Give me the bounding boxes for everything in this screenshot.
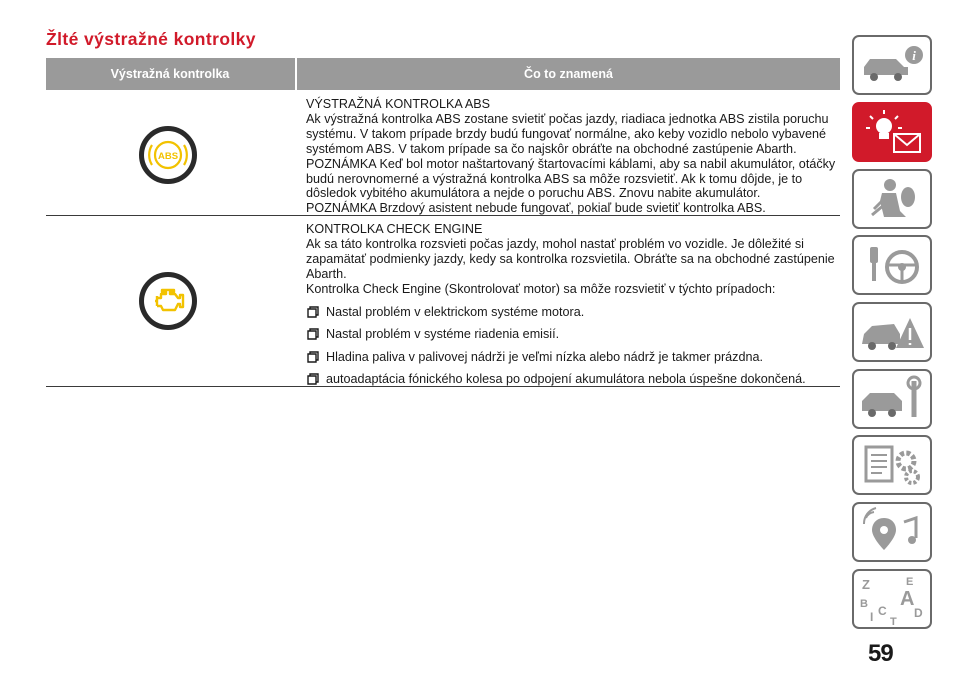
svg-text:E: E	[906, 576, 914, 588]
svg-text:T: T	[890, 616, 897, 627]
svg-text:C: C	[878, 604, 887, 618]
tab-car-info[interactable]	[852, 35, 932, 95]
checkbox-bullet-icon	[307, 306, 319, 318]
page-title: Žlté výstražné kontrolky	[46, 29, 256, 49]
tab-specifications[interactable]	[852, 435, 932, 495]
list-item: autoadaptácia fónického kolesa po odpojení akumulátora nebola úspešne dokončená.	[306, 368, 836, 391]
svg-text:I: I	[870, 610, 874, 624]
svg-text:D: D	[914, 606, 923, 620]
tab-starting-driving[interactable]	[852, 235, 932, 295]
warning-light-message-icon	[854, 104, 930, 160]
specifications-gears-icon	[854, 437, 930, 493]
list-item: Nastal problém v systéme riadenia emisií.	[306, 323, 836, 346]
car-service-wrench-icon	[854, 371, 930, 427]
seat-airbag-icon	[854, 171, 930, 227]
text-line: Kontrolka Check Engine (Skontrolovať motor) sa môže rozsvietiť v týchto prípadoch:	[306, 281, 776, 296]
check-engine-icon	[139, 272, 197, 330]
abs-icon-label: ABS	[157, 151, 179, 162]
abs-warning-icon	[139, 126, 197, 184]
page-number: 59	[868, 640, 893, 667]
multimedia-music-icon	[854, 504, 930, 560]
table-header	[46, 58, 840, 90]
text-line: budú nerovnomerné a výstražná kontrolka ABS sa môže rozsvietiť. Ak k tomu dôjde, je to	[306, 171, 803, 186]
tab-multimedia[interactable]	[852, 502, 932, 562]
row-divider	[46, 215, 840, 216]
text-line: dôsledok vybitého akumulátora a nejde o poruchu ABS. Znovu nabite akumulátor.	[306, 186, 761, 201]
text-line: systémom ABS. V takom prípade sa čo najskôr obráťte na obchodné zastúpenie Abarth.	[306, 141, 797, 156]
list-item: Nastal problém v elektrickom systéme motora.	[306, 301, 836, 324]
tab-warning-lights[interactable]	[852, 102, 932, 162]
abs-description	[306, 97, 836, 216]
text-line: systému. V takom prípade brzdy budú fungovať normálne, ako keby vozidlo nebolo vybavené	[306, 126, 826, 141]
car-info-icon	[854, 37, 930, 93]
checkbox-bullet-icon	[307, 373, 319, 385]
alphabetical-index-icon	[854, 571, 930, 627]
text-line: POZNÁMKA Keď bol motor naštartovaný štartovacími káblami, aby sa nabil akumulátor, otáčky	[306, 156, 836, 171]
text-line: Abarth.	[306, 266, 347, 281]
tab-emergency[interactable]	[852, 302, 932, 362]
key-steering-wheel-icon	[854, 237, 930, 293]
text-line: Ak sa táto kontrolka rozsvieti počas jazdy, mohol nastať problém vo vozidle. Je dôležité si	[306, 236, 804, 251]
text-line: POZNÁMKA Brzdový asistent nebude fungovať, pokiaľ bude svietiť kontrolka ABS.	[306, 201, 766, 216]
svg-text:A: A	[900, 588, 915, 610]
checkbox-bullet-icon	[307, 351, 319, 363]
check-engine-heading: KONTROLKA CHECK ENGINE	[306, 222, 483, 236]
tab-maintenance[interactable]	[852, 369, 932, 429]
check-engine-description	[306, 222, 836, 391]
svg-text:B: B	[860, 598, 868, 610]
abs-heading: VÝSTRAŽNÁ KONTROLKA ABS	[306, 97, 491, 111]
checkbox-bullet-icon	[307, 328, 319, 340]
column-header-warning-light: Výstražná kontrolka	[110, 67, 230, 81]
svg-text:Z: Z	[862, 577, 870, 592]
svg-text:i: i	[912, 48, 916, 63]
list-item: Hladina paliva v palivovej nádrži je veľmi nízka alebo nádrž je takmer prázdna.	[306, 346, 836, 369]
tab-index[interactable]	[852, 569, 932, 629]
car-accident-warning-icon	[854, 304, 930, 360]
text-line: Ak výstražná kontrolka ABS zostane svietiť počas jazdy, riadiaca jednotka ABS zistila poruchu	[306, 111, 829, 126]
row-divider	[46, 386, 840, 387]
tab-safety[interactable]	[852, 169, 932, 229]
text-line: zapamätať podmienky jazdy, kedy sa kontrolka rozsvietila. Obráťte sa na obchodné zastúpenie	[306, 251, 835, 266]
column-header-meaning: Čo to znamená	[524, 67, 613, 81]
